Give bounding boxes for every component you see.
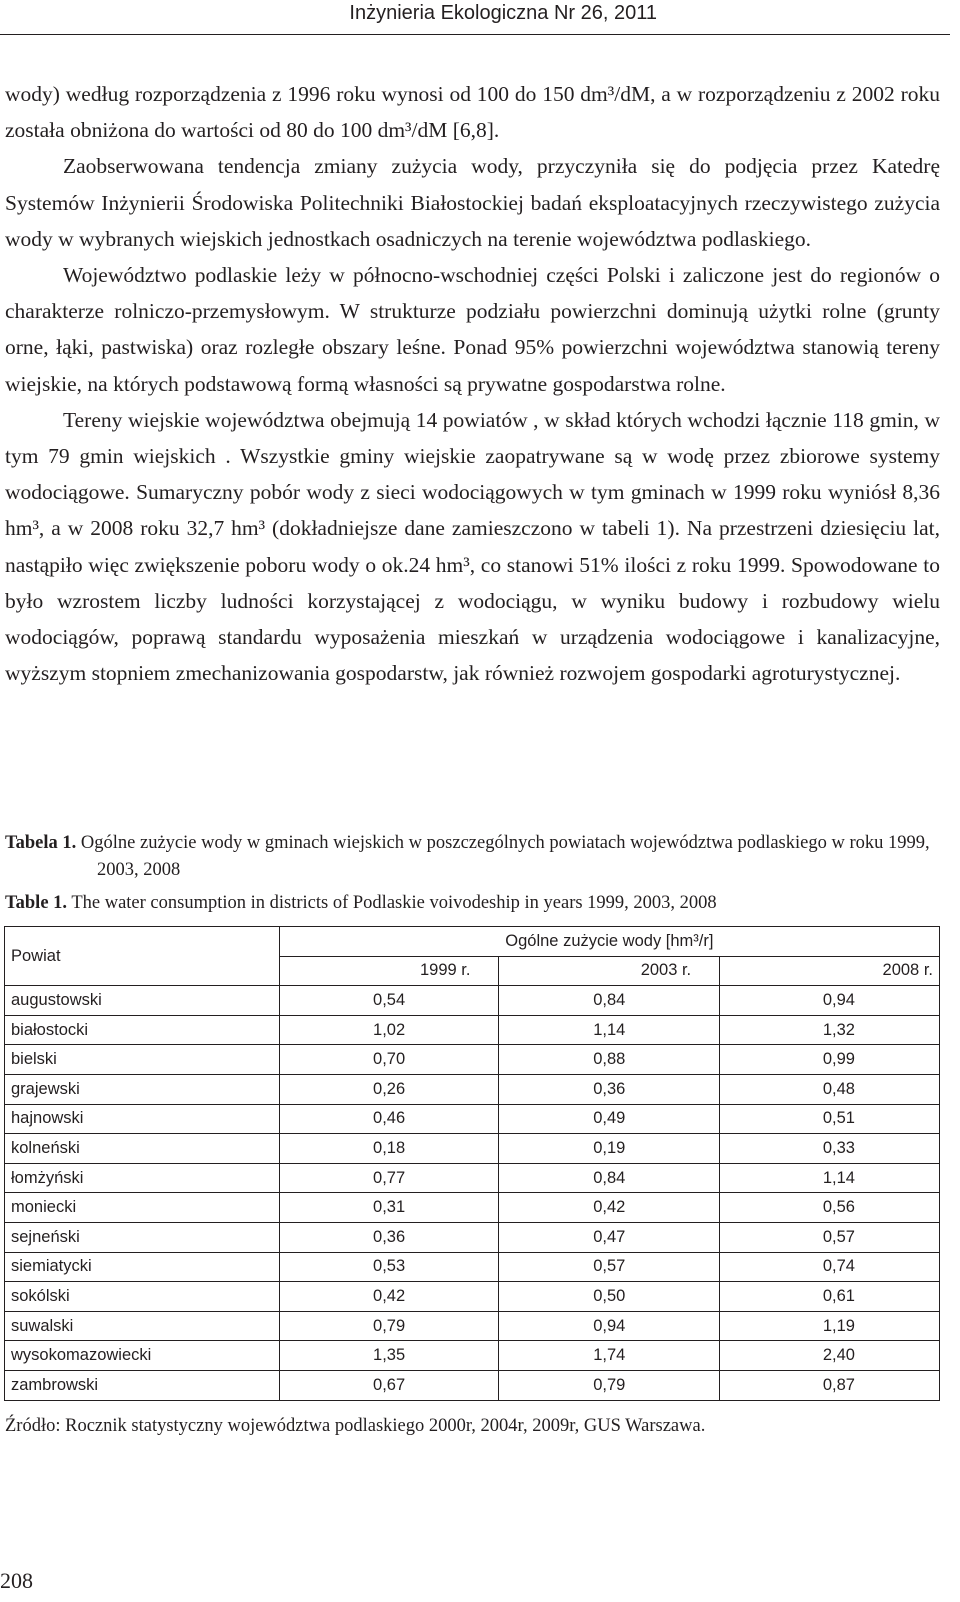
cell-value: 1,14 [499, 1015, 720, 1045]
cell-value: 1,14 [720, 1163, 940, 1193]
caption-label: Table 1. [5, 893, 68, 913]
paragraph: Tereny wiejskie województwa obejmują 14 powiatów , w skład których wchodzi łącznie 118 gmin, w tym 79 gmin wiejskich . Wszystkie gminy wiejskie zaopatrywane są w wodę przez zbiorowe systemy wodociągowe. Sumaryczny pobór wody z sieci wodociągowych w tym gminach w 1999 roku wyniósł 8,36 hm³, a w 2008 roku 32,7 hm³ (dokładniejsze dane zamieszczono w tabeli 1). Na przestrzeni dziesięciu lat, nastąpiło więc zwiększenie poboru wody o ok.24 hm³, co stanowi 51% ilości z roku 1999. Spowodowane to było wzrostem liczby ludności korzystającej z wodociągu, w wyniku budowy i rozbudowy wielu wodociągów, poprawą standardu wyposażenia mieszkań w urządzenia wodociągowe i kanalizacyjne, wyższym stopniem zmechanizowania gospodarstw, jak również rozwojem gospodarki agroturystycznej. [5, 407, 940, 686]
cell-value: 0,84 [499, 986, 720, 1016]
water-consumption-table [4, 926, 940, 1401]
cell-value: 0,77 [279, 1163, 499, 1193]
cell-value: 0,50 [499, 1282, 720, 1312]
cell-powiat: białostocki [5, 1015, 280, 1045]
table-row [5, 1163, 940, 1193]
cell-value: 0,36 [279, 1222, 499, 1252]
caption-text: The water consumption in districts of Podlaskie voivodeship in years 1999, 2003, 2008 [71, 893, 717, 913]
cell-powiat: moniecki [5, 1193, 280, 1223]
table-row [5, 1252, 940, 1282]
column-header-year: 1999 r. [279, 956, 499, 986]
cell-value: 0,57 [499, 1252, 720, 1282]
body-text [5, 76, 940, 691]
running-header [0, 0, 950, 35]
cell-powiat: siemiatycki [5, 1252, 280, 1282]
cell-value: 0,33 [720, 1134, 940, 1164]
cell-powiat: grajewski [5, 1074, 280, 1104]
table-row [5, 1045, 940, 1075]
page-number: 208 [0, 1568, 33, 1593]
paragraph: Zaobserwowana tendencja zmiany zużycia wody, przyczyniła się do podjęcia przez Katedrę Systemów Inżynierii Środowiska Politechniki Białostockiej badań eksploatacyjnych rzeczywistego zużycia wody w wybranych wiejskich jednostkach osadniczych na terenie województwa podlaskiego. [5, 154, 940, 251]
cell-value: 1,02 [279, 1015, 499, 1045]
cell-powiat: łomżyński [5, 1163, 280, 1193]
table-row [5, 1193, 940, 1223]
cell-powiat: hajnowski [5, 1104, 280, 1134]
cell-value: 0,46 [279, 1104, 499, 1134]
cell-powiat: augustowski [5, 986, 280, 1016]
cell-value: 0,94 [499, 1311, 720, 1341]
column-header-year: 2008 r. [720, 956, 940, 986]
cell-value: 0,70 [279, 1045, 499, 1075]
cell-powiat: sokólski [5, 1282, 280, 1312]
cell-value: 0,26 [279, 1074, 499, 1104]
cell-value: 0,94 [720, 986, 940, 1016]
cell-value: 0,67 [279, 1370, 499, 1400]
table-row [5, 1370, 940, 1400]
cell-value: 0,88 [499, 1045, 720, 1075]
cell-value: 0,79 [279, 1311, 499, 1341]
table-row [5, 1015, 940, 1045]
cell-value: 1,32 [720, 1015, 940, 1045]
cell-value: 0,61 [720, 1282, 940, 1312]
cell-value: 0,57 [720, 1222, 940, 1252]
table-body [5, 986, 940, 1400]
table-caption-pl [5, 830, 945, 884]
cell-powiat: bielski [5, 1045, 280, 1075]
table-row [5, 1222, 940, 1252]
cell-powiat: wysokomazowiecki [5, 1341, 280, 1371]
cell-value: 0,79 [499, 1370, 720, 1400]
cell-value: 0,49 [499, 1104, 720, 1134]
cell-value: 1,19 [720, 1311, 940, 1341]
cell-value: 0,74 [720, 1252, 940, 1282]
cell-powiat: suwalski [5, 1311, 280, 1341]
cell-value: 0,84 [499, 1163, 720, 1193]
cell-value: 0,56 [720, 1193, 940, 1223]
table-caption-en [5, 890, 945, 917]
cell-value: 0,42 [279, 1282, 499, 1312]
cell-value: 0,36 [499, 1074, 720, 1104]
journal-title: Inżynieria Ekologiczna Nr 26, 2011 [349, 2, 657, 24]
column-header-powiat: Powiat [5, 927, 280, 986]
cell-value: 0,54 [279, 986, 499, 1016]
table-row [5, 1311, 940, 1341]
cell-powiat: kolneński [5, 1134, 280, 1164]
paragraph: wody) według rozporządzenia z 1996 roku wynosi od 100 do 150 dm³/dM, a w rozporządzeniu z 2002 roku została obniżona do wartości od 80 do 100 dm³/dM [6,8]. [5, 82, 940, 143]
table-row [5, 1134, 940, 1164]
cell-powiat: zambrowski [5, 1370, 280, 1400]
cell-value: 0,31 [279, 1193, 499, 1223]
cell-value: 1,35 [279, 1341, 499, 1371]
cell-value: 0,53 [279, 1252, 499, 1282]
source-note: Źródło: Rocznik statystyczny województwa podlaskiego 2000r, 2004r, 2009r, GUS Warszawa. [5, 1416, 706, 1436]
cell-value: 0,18 [279, 1134, 499, 1164]
cell-value: 0,87 [720, 1370, 940, 1400]
cell-value: 0,51 [720, 1104, 940, 1134]
cell-powiat: sejneński [5, 1222, 280, 1252]
table-row [5, 986, 940, 1016]
paragraph: Województwo podlaskie leży w północno-wschodniej części Polski i zaliczone jest do regionów o charakterze rolniczo-przemysłowym. W strukturze podziału powierzchni dominują użytki rolne (grunty orne, łąki, pastwiska) oraz rozległe obszary leśne. Ponad 95% powierzchni województwa stanowią tereny wiejskie, na których podstawową formą własności są prywatne gospodarstwa rolne. [5, 263, 940, 396]
cell-value: 0,48 [720, 1074, 940, 1104]
table-row [5, 1282, 940, 1312]
cell-value: 0,47 [499, 1222, 720, 1252]
column-header-group: Ogólne zużycie wody [hm³/r] [279, 927, 939, 957]
cell-value: 2,40 [720, 1341, 940, 1371]
table-row [5, 1074, 940, 1104]
caption-label: Tabela 1. [5, 833, 77, 853]
column-header-year: 2003 r. [499, 956, 720, 986]
cell-value: 0,42 [499, 1193, 720, 1223]
cell-value: 0,19 [499, 1134, 720, 1164]
table-row [5, 1341, 940, 1371]
cell-value: 1,74 [499, 1341, 720, 1371]
cell-value: 0,99 [720, 1045, 940, 1075]
table-row [5, 1104, 940, 1134]
caption-text: Ogólne zużycie wody w gminach wiejskich w poszczególnych powiatach województwa podlaskiego w roku 1999, 2003, 2008 [80, 833, 930, 880]
